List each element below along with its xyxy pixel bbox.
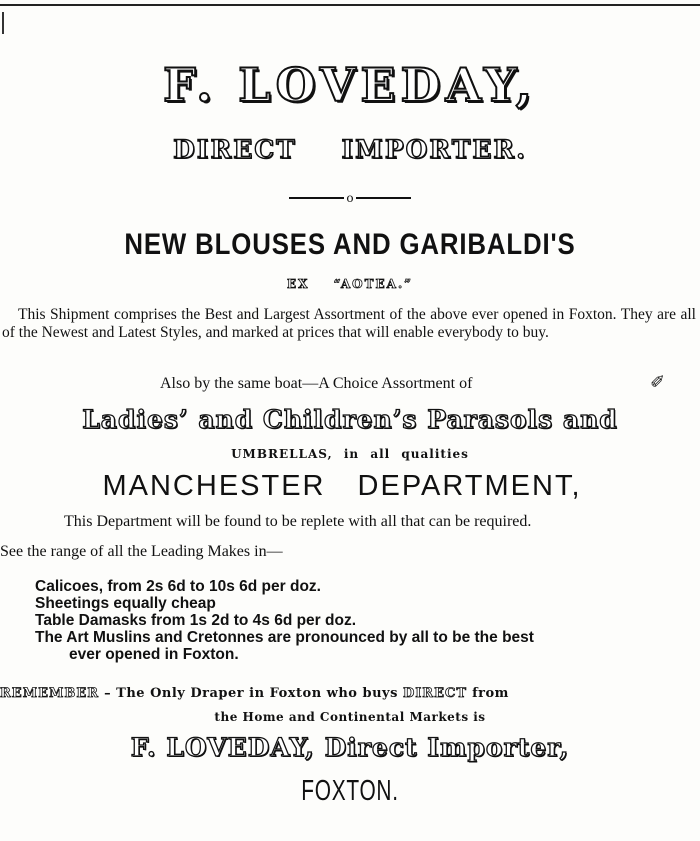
umbrellas-line: UMBRELLAS, in all qualities — [231, 447, 469, 461]
quill-mark-icon: ✐ — [650, 372, 666, 393]
section-divider — [0, 190, 700, 205]
merchant-name: F. LOVEDAY, — [163, 58, 537, 112]
product-list — [35, 578, 700, 663]
list-item: Sheetings equally cheap — [35, 595, 216, 612]
department-heading: MANCHESTER DEPARTMENT, — [102, 470, 582, 502]
home-markets-line: the Home and Continental Markets is — [214, 710, 486, 724]
also-by-line: Also by the same boat—A Choice Assortment of — [160, 375, 473, 392]
town-name: FOXTON. — [301, 775, 399, 807]
remember-text: – The Only Draper in Foxton who buys — [99, 686, 403, 701]
divider-mark: o — [346, 190, 354, 205]
art-muslins-line: The Art Muslins and Cretonnes are pronounced by all to be the best — [35, 629, 534, 646]
remember-label: REMEMBER — [0, 686, 100, 701]
divider-bar-right — [356, 197, 411, 199]
shipment-line: EX “AOTEA.” — [286, 277, 414, 291]
intro-paragraph: This Shipment comprises the Best and Largest Assortment of the above ever opened in Foxton. They are all of the Newest and Latest Styles, and marked at prices that will enable everybody to buy. — [2, 306, 696, 341]
art-muslins-continued: ever opened in Foxton. — [69, 646, 239, 663]
importer-title: DIRECT IMPORTER. — [173, 135, 527, 164]
top-border-rule — [0, 4, 700, 6]
list-item: Table Damasks from 1s 2d to 4s 6d per doz. — [35, 612, 357, 629]
headline: NEW BLOUSES AND GARIBALDI'S — [124, 228, 576, 261]
remember-from: from — [467, 686, 509, 701]
range-intro: See the range of all the Leading Makes in— — [0, 543, 283, 560]
divider-bar-left — [289, 197, 344, 199]
remember-line — [0, 686, 700, 701]
parasols-heading: Ladies’ and Children’s Parasols and — [82, 405, 618, 434]
remember-direct: DIRECT — [402, 686, 468, 701]
replete-line: This Department will be found to be replete with all that can be required. — [64, 513, 532, 530]
list-item: Calicoes, from 2s 6d to 10s 6d per doz. — [35, 578, 321, 595]
left-edge-mark — [2, 12, 4, 34]
signoff: F. LOVEDAY, Direct Importer, — [130, 733, 570, 762]
